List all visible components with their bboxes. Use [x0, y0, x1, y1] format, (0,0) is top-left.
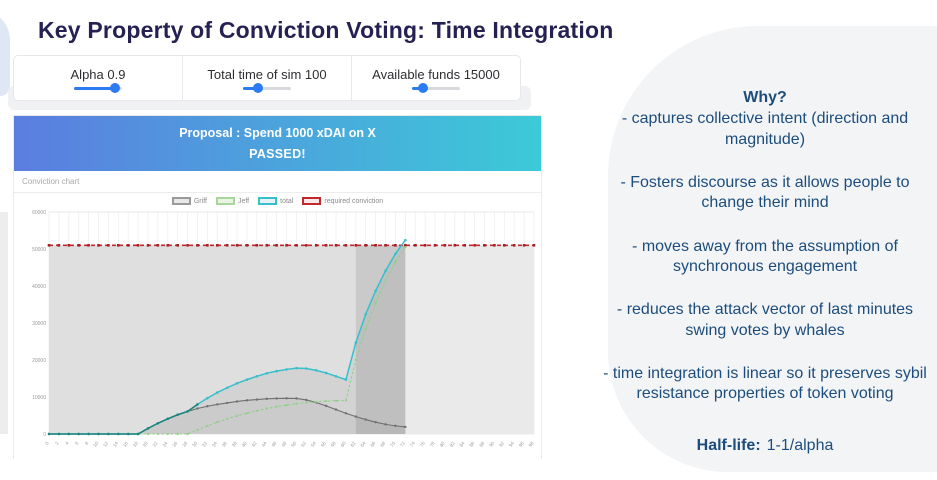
svg-text:30000: 30000	[32, 320, 46, 327]
legend-swatch	[172, 197, 191, 205]
svg-text:36: 36	[220, 440, 228, 448]
legend-item-Griff[interactable]	[172, 197, 207, 205]
conviction-chart	[14, 193, 541, 459]
svg-text:46: 46	[270, 440, 278, 448]
alpha-value: 0.9	[107, 66, 126, 82]
legend-swatch	[216, 197, 235, 205]
svg-text:0: 0	[44, 440, 50, 446]
svg-text:24: 24	[161, 440, 169, 448]
halflife-label: Half-life:	[696, 437, 761, 455]
simulation-controls	[13, 55, 521, 101]
svg-text:66: 66	[369, 440, 377, 448]
why-bullet-2: - Fosters discourse as it allows people to change their mind	[620, 173, 910, 212]
svg-text:74: 74	[409, 440, 417, 448]
legend-label: total	[280, 197, 294, 205]
background-left-sliver	[0, 212, 8, 434]
svg-text:92: 92	[498, 440, 506, 448]
svg-text:4: 4	[64, 440, 70, 446]
why-panel	[600, 88, 930, 480]
svg-text:22: 22	[151, 440, 159, 448]
legend-item-required-conviction[interactable]	[302, 197, 383, 205]
svg-text:68: 68	[379, 440, 387, 448]
svg-text:70: 70	[389, 440, 397, 448]
conviction-chart-canvas	[14, 193, 541, 459]
svg-text:62: 62	[349, 440, 357, 448]
svg-text:18: 18	[131, 440, 139, 448]
funds-label: Available funds 15000	[372, 66, 500, 82]
alpha-slider[interactable]	[74, 87, 122, 90]
svg-text:20000: 20000	[32, 357, 46, 364]
halflife-value: 1-1/alpha	[766, 437, 834, 455]
legend-item-Jeff[interactable]	[216, 197, 249, 205]
svg-text:96: 96	[517, 440, 525, 448]
chart-header-label: Conviction chart	[22, 177, 80, 186]
svg-text:60000: 60000	[32, 209, 46, 216]
svg-text:98: 98	[527, 440, 535, 448]
svg-text:50000: 50000	[32, 246, 46, 253]
alpha-control	[14, 56, 183, 100]
funds-slider-thumb[interactable]	[418, 83, 428, 93]
svg-text:40000: 40000	[32, 283, 46, 290]
svg-text:12: 12	[102, 440, 110, 448]
funds-value: 15000	[463, 66, 500, 82]
sim-time-control	[183, 56, 352, 100]
svg-text:88: 88	[478, 440, 486, 448]
legend-item-total[interactable]	[258, 197, 293, 205]
svg-text:58: 58	[329, 440, 337, 448]
proposal-status-badge: PASSED!	[249, 147, 306, 161]
proposal-banner	[14, 116, 541, 171]
svg-text:28: 28	[181, 440, 189, 448]
alpha-slider-thumb[interactable]	[110, 83, 120, 93]
svg-text:0: 0	[43, 431, 46, 438]
legend-label: Jeff	[237, 197, 250, 205]
proposal-title: Proposal : Spend 1000 xDAI on X	[179, 126, 376, 140]
svg-text:60: 60	[339, 440, 347, 448]
alpha-slider-fill	[74, 87, 115, 90]
why-title: Why?	[743, 89, 787, 106]
background-corner-shape	[0, 10, 10, 96]
svg-text:44: 44	[260, 440, 268, 448]
chart-header-bar	[14, 171, 541, 193]
svg-text:38: 38	[230, 440, 238, 448]
alpha-label: Alpha 0.9	[70, 66, 126, 82]
svg-text:84: 84	[458, 440, 466, 448]
legend-swatch	[258, 197, 277, 205]
svg-text:10: 10	[92, 440, 100, 448]
svg-text:34: 34	[211, 440, 219, 448]
legend-swatch	[302, 197, 321, 205]
svg-text:94: 94	[507, 440, 516, 448]
svg-text:42: 42	[250, 440, 258, 448]
svg-text:20: 20	[141, 440, 149, 448]
why-bullet-3: - moves away from the assumption of synchronous engagement	[632, 237, 898, 275]
chart-legend	[14, 197, 541, 205]
svg-text:14: 14	[112, 440, 120, 448]
funds-control	[352, 56, 520, 100]
svg-text:32: 32	[201, 440, 209, 448]
svg-text:56: 56	[319, 440, 327, 448]
svg-text:26: 26	[171, 440, 179, 448]
svg-text:30: 30	[191, 440, 199, 448]
svg-text:50: 50	[290, 440, 298, 448]
legend-label: required conviction	[324, 197, 384, 205]
svg-text:76: 76	[418, 440, 426, 448]
svg-text:86: 86	[468, 440, 476, 448]
svg-text:10000: 10000	[32, 394, 46, 401]
svg-text:78: 78	[428, 440, 436, 448]
svg-text:48: 48	[280, 440, 288, 448]
halflife-note	[600, 436, 930, 456]
svg-text:6: 6	[73, 440, 80, 446]
why-bullet-5: - time integration is linear so it preserves sybil resistance properties of token voting	[603, 364, 927, 403]
legend-label: Griff	[193, 197, 207, 205]
svg-text:90: 90	[488, 440, 496, 448]
svg-text:40: 40	[240, 440, 248, 448]
proposal-card	[13, 115, 542, 459]
sim-time-slider-thumb[interactable]	[253, 83, 263, 93]
sim-time-value: 100	[304, 66, 327, 82]
why-bullet-1: - captures collective intent (direction and magnitude)	[621, 110, 909, 148]
svg-text:16: 16	[121, 440, 130, 448]
svg-text:82: 82	[448, 440, 456, 448]
svg-text:64: 64	[359, 440, 367, 448]
svg-text:8: 8	[83, 440, 90, 446]
sim-time-label: Total time of sim 100	[207, 66, 327, 82]
sim-time-slider[interactable]	[243, 87, 291, 90]
svg-text:80: 80	[438, 440, 446, 448]
svg-text:52: 52	[300, 440, 308, 448]
svg-text:2: 2	[54, 440, 60, 446]
page-title: Key Property of Conviction Voting: Time Integration	[38, 17, 614, 44]
svg-text:72: 72	[399, 440, 407, 448]
svg-text:54: 54	[310, 440, 318, 448]
funds-slider[interactable]	[412, 87, 460, 90]
why-bullet-4: - reduces the attack vector of last minutes swing votes by whales	[616, 301, 914, 339]
